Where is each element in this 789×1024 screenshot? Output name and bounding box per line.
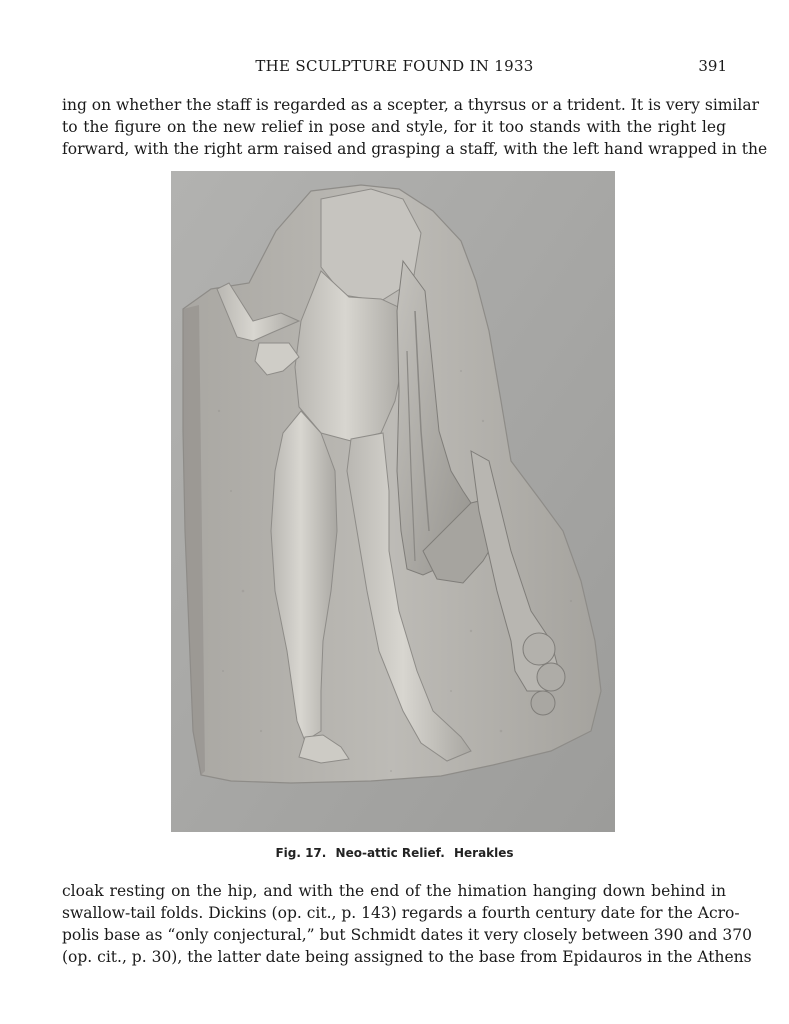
text-line: to the figure on the new relief in pose and style, for it too stands with the right leg <box>62 118 726 136</box>
figure-caption <box>0 846 789 860</box>
club-knob <box>531 691 555 715</box>
figure-number: Fig. 17. <box>275 846 327 860</box>
body-paragraph-top <box>62 94 768 160</box>
text-line: cloak resting on the hip, and with the end of the himation hanging down behind in <box>62 882 726 900</box>
figure-subject: Herakles <box>453 846 514 860</box>
text-line: ing on whether the staff is regarded as a scepter, a thyrsus or a trident. It is very similar <box>62 96 760 114</box>
text-line: (op. cit., p. 30), the latter date being assigned to the base from Epidauros in the Athens <box>62 948 752 966</box>
running-head <box>0 57 789 79</box>
club-knob <box>523 633 555 665</box>
relief-photo <box>171 171 615 832</box>
figure-photograph <box>171 171 615 832</box>
text-line: polis base as “only conjectural,” but Schmidt dates it very closely between 390 and 370 <box>62 926 752 944</box>
text-line: swallow-tail folds. Dickins (op. cit., p. 143) regards a fourth century date for the Acro- <box>62 904 740 922</box>
body-paragraph-bottom <box>62 880 752 968</box>
club-knob <box>537 663 565 691</box>
text-line: forward, with the right arm raised and grasping a staff, with the left hand wrapped in the <box>62 140 768 158</box>
page-number: 391 <box>698 57 727 75</box>
running-title: THE SCULPTURE FOUND IN 1933 <box>255 57 534 75</box>
figure-title: Neo-attic Relief. <box>335 846 445 860</box>
